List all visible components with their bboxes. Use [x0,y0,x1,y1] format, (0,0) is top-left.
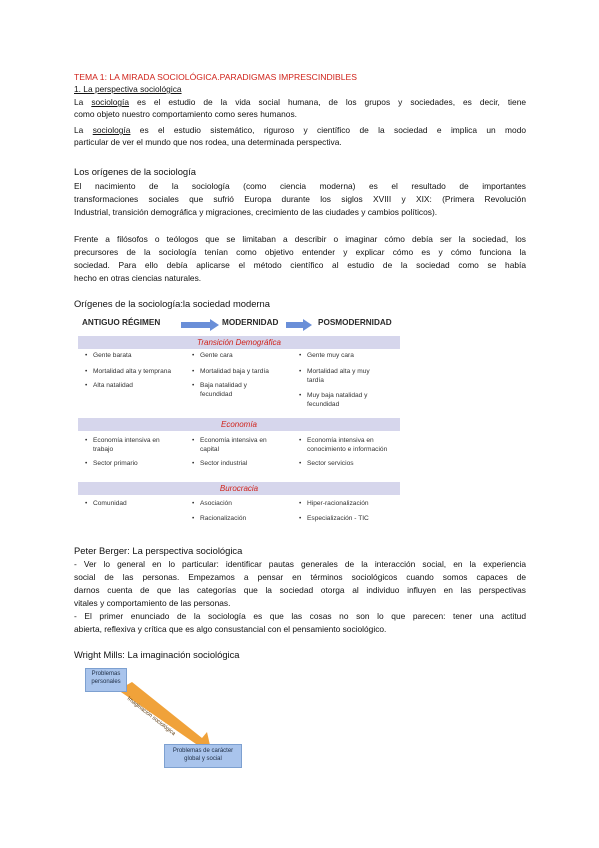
band-transicion: Transición Demográfica [78,336,400,349]
paragraph-line: - El primer enunciado de la sociología es que las cosas no son lo que parecen: tener una actitud [74,611,526,621]
paragraph-line: como objeto nuestro comportamiento como seres humanos. [74,109,297,119]
table-cell: • Hiper-racionalización [299,500,369,507]
document-title: TEMA 1: LA MIRADA SOCIOLÓGICA.PARADIGMAS IMPRESCINDIBLES [74,72,358,82]
table-cell: • Mortalidad alta y temprana [85,368,172,375]
paragraph-line: abierta, reflexiva y crítica que es algo consustancial con el pensamiento sociológico. [74,624,387,634]
arrow-right-icon [286,319,312,331]
paragraph-line: particular de ver el mundo que nos rodea, una determinada perspectiva. [74,137,342,147]
section-heading-mills: Wright Mills: La imaginación sociológica [74,649,240,660]
table-cell: • Comunidad [85,500,127,507]
table-cell: • Sector primario [85,460,138,467]
table-cell: • Mortalidad baja y tardía [192,368,269,375]
box-problemas-globales: Problemas de carácter global y social [164,744,242,768]
paragraph-line: Frente a filósofos o teólogos que se limitaban a describir o imaginar cómo debía ser la sociedad, los [74,234,526,244]
paragraph-line: social de las personas. Empezamos a pensar en términos sociológicos cuando somos capaces de [74,572,526,582]
section-heading-berger: Peter Berger: La perspectiva sociológica [74,545,243,556]
society-comparison-table [78,318,400,522]
table-cell: • Economía intensiva en trabajo [85,437,160,453]
table-cell: • Sector servicios [299,460,354,467]
paragraph-line: El nacimiento de la sociología (como ciencia moderna) es el resultado de importantes [74,181,526,191]
paragraph-line: vitales y comportamiento de las personas. [74,598,231,608]
arrow-right-icon [181,319,219,331]
table-cell: • Mortalidad alta y muy tardía [299,368,370,384]
paragraph-line: - Ver lo general en lo particular: identificar pautas generales de la interacción social, en la experiencia [74,559,526,569]
paragraph-line: precursores de la sociología tenían como objetivo entender y explicar cómo es y cómo funciona la [74,247,526,257]
paragraph-line: transformaciones sociales que sufrió Europa durante los siglos XVIII y XIX: (Primera Revolución [74,194,526,204]
table-cell: • Asociación [192,500,232,507]
table-cell: • Racionalización [192,515,247,522]
band-burocracia: Burocracia [78,482,400,495]
column-header-antiguo: ANTIGUO RÉGIMEN [82,318,161,327]
paragraph-line: La sociología es el estudio de la vida social humana, de los grupos y sociedades, es decir, tiene [74,97,527,107]
column-header-modernidad: MODERNIDAD [222,318,279,327]
table-cell: • Gente cara [192,352,233,359]
paragraph-line: darnos cuenta de que las categorías que la sociedad otorga al individuo influyen en las perspectivas [74,585,526,595]
paragraph-line: La sociología es el estudio sistemático, riguroso y científico de la sociedad e implica un modo [74,125,527,135]
table-cell: • Alta natalidad [85,382,133,389]
section-heading-origenes: Los orígenes de la sociología [74,166,196,177]
table-cell: • Gente muy cara [299,352,354,359]
arrows-graphic [78,318,400,332]
paragraph-line: Industrial, transición demográfica y migraciones, crecimiento de las ciudades y cambios políticos). [74,207,438,217]
band-economia: Economía [78,418,400,431]
paragraph-line: sociedad. Para ello debía aplicarse el método científico al estudio de la sociedad como se había [74,260,526,270]
table-cell: • Economía intensiva en conocimiento e información [299,437,388,453]
arrow-label: Imaginación sociológica [125,695,177,738]
paragraph-line: hecho en otras ciencias naturales. [74,273,202,283]
section-heading-perspectiva: 1. La perspectiva sociológica [74,84,182,94]
column-header-posmodernidad: POSMODERNIDAD [318,318,392,327]
table-cell: • Baja natalidad y fecundidad [192,382,247,398]
table-cell: • Gente barata [85,352,132,359]
table-cell: • Especialización - TIC [299,515,369,522]
table-cell: • Muy baja natalidad y fecundidad [299,392,368,408]
section-heading-sociedad-moderna: Orígenes de la sociología:la sociedad moderna [74,298,270,309]
table-cell: • Economía intensiva en capital [192,437,267,453]
table-cell: • Sector industrial [192,460,248,467]
box-problemas-personales: Problemas personales [85,668,127,692]
